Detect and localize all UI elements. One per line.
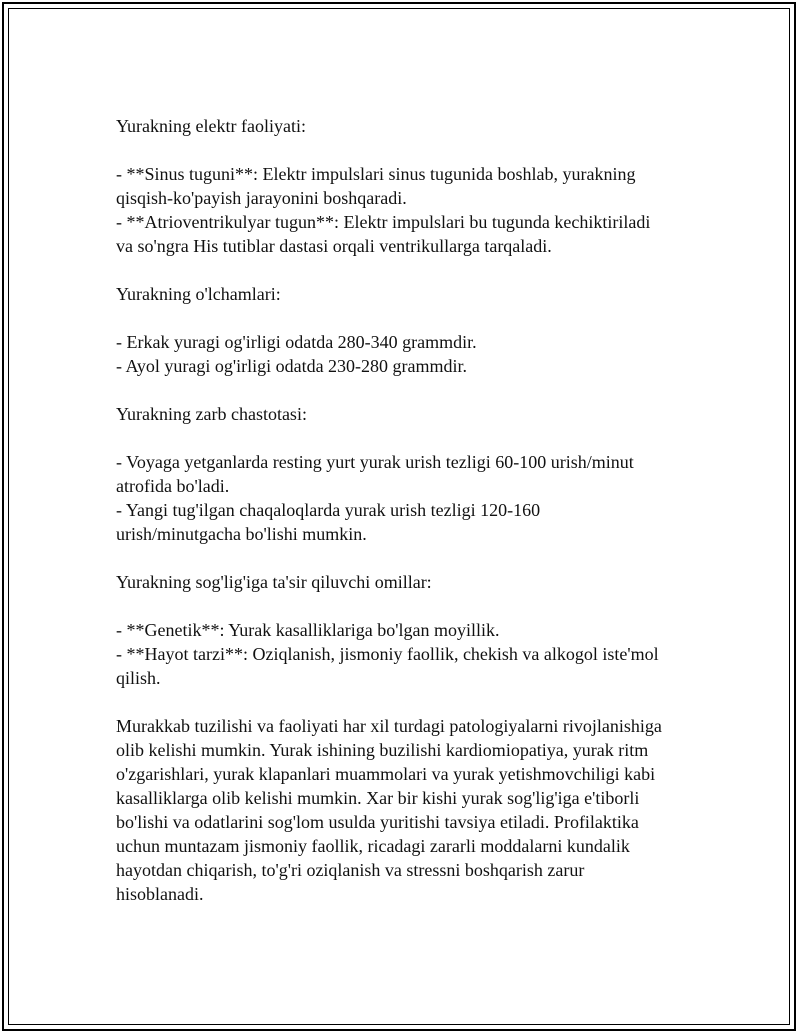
closing-paragraph-line: o'zgarishlari, yurak klapanlari muammolari va yurak yetishmovchiligi kabi	[116, 764, 656, 784]
spacer	[116, 138, 696, 162]
paragraph-line: - **Hayot tarzi**: Oziqlanish, jismoniy faollik, chekish va alkogol iste'mol	[116, 644, 659, 664]
closing-paragraph-line: hisoblanadi.	[116, 884, 204, 904]
paragraph-line: qisqish-ko'payish jarayonini boshqaradi.	[116, 188, 407, 208]
paragraph-line: urish/minutgacha bo'lishi mumkin.	[116, 524, 367, 544]
paragraph-line: va so'ngra His tutiblar dastasi orqali ventrikullarga tarqaladi.	[116, 236, 552, 256]
paragraph-line: - Voyaga yetganlarda resting yurt yurak urish tezligi 60-100 urish/minut	[116, 452, 634, 472]
document-body	[116, 114, 696, 906]
paragraph-line: - Yangi tug'ilgan chaqaloqlarda yurak urish tezligi 120-160	[116, 500, 541, 520]
spacer	[116, 306, 696, 330]
paragraph-line: - **Sinus tuguni**: Elektr impulslari sinus tugunida boshlab, yurakning	[116, 164, 636, 184]
paragraph-line: qilish.	[116, 668, 161, 688]
list-item: - Erkak yuragi og'irligi odatda 280-340 grammdir.	[116, 332, 477, 352]
paragraph-line: - **Atrioventrikulyar tugun**: Elektr impulslari bu tugunda kechiktiriladi	[116, 212, 651, 232]
closing-paragraph-line: Murakkab tuzilishi va faoliyati har xil turdagi patologiyalarni rivojlanishiga	[116, 716, 662, 736]
spacer	[116, 378, 696, 402]
section-heading: Yurakning elektr faoliyati:	[116, 116, 306, 136]
spacer	[116, 690, 696, 714]
list-item: - Ayol yuragi og'irligi odatda 230-280 grammdir.	[116, 356, 468, 376]
closing-paragraph-line: olib kelishi mumkin. Yurak ishining buzilishi kardiomiopatiya, yurak ritm	[116, 740, 649, 760]
spacer	[116, 258, 696, 282]
paragraph-line: - **Genetik**: Yurak kasalliklariga bo'lgan moyillik.	[116, 620, 500, 640]
paragraph-line: atrofida bo'ladi.	[116, 476, 230, 496]
closing-paragraph-line: bo'lishi va odatlarini sog'lom usulda yuritishi tavsiya etiladi. Profilaktika	[116, 812, 639, 832]
section-heading: Yurakning o'lchamlari:	[116, 284, 281, 304]
closing-paragraph-line: uchun muntazam jismoniy faollik, ricadagi zararli moddalarni kundalik	[116, 836, 630, 856]
section-heading: Yurakning sog'lig'iga ta'sir qiluvchi omillar:	[116, 572, 432, 592]
closing-paragraph-line: kasalliklarga olib kelishi mumkin. Xar bir kishi yurak sog'lig'iga e'tiborli	[116, 788, 640, 808]
spacer	[116, 426, 696, 450]
spacer	[116, 594, 696, 618]
closing-paragraph-line: hayotdan chiqarish, to'g'ri oziqlanish va stressni boshqarish zarur	[116, 860, 585, 880]
spacer	[116, 546, 696, 570]
section-heading: Yurakning zarb chastotasi:	[116, 404, 307, 424]
